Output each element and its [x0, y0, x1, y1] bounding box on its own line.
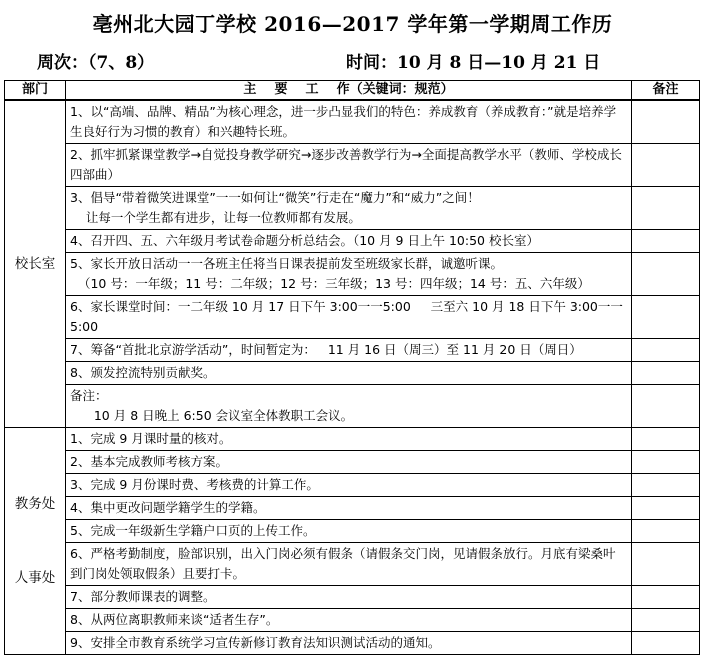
note-cell: [632, 451, 700, 474]
work-item: 3、完成 9 月份课时费、考核费的计算工作。: [66, 474, 632, 497]
work-calendar-table: [4, 80, 700, 655]
table-row: [5, 497, 700, 520]
work-item: 8、从两位离职教师来谈“适者生存”。: [66, 609, 632, 632]
note-cell: [632, 253, 700, 296]
department-cell: 校长室: [5, 100, 66, 428]
note-cell: [632, 497, 700, 520]
table-row: [5, 586, 700, 609]
note-cell: [632, 609, 700, 632]
table-row: [5, 100, 700, 144]
note-cell: [632, 543, 700, 586]
table-row: [5, 362, 700, 385]
table-row: [5, 632, 700, 655]
header-dept: 部门: [5, 81, 66, 101]
table-row: [5, 187, 700, 230]
work-item: 9、安排全市教育系统学习宣传新修订教育法知识测试活动的通知。: [66, 632, 632, 655]
work-item: 1、以“高端、品牌、精品”为核心理念，进一步凸显我们的特色：养成教育（养成教育：”就是培养学生良好行为习惯的教育）和兴趣特长班。: [66, 100, 632, 144]
table-row: [5, 428, 700, 451]
table-row: [5, 253, 700, 296]
note-cell: [632, 230, 700, 253]
work-item: 3、倡导“带着微笑进课堂”一一如何让“微笑”行走在“魔力”和“威力”之间！ 让每一个学生都有进步，让每一位教师都有发展。: [66, 187, 632, 230]
department-cell: [5, 428, 66, 655]
work-item: 5、完成一年级新生学籍户口页的上传工作。: [66, 520, 632, 543]
work-item: 6、家长课堂时间：一二年级 10 月 17 日下午 3:00一一5:00 三至六 10 月 18 日下午 3:00一一5:00: [66, 296, 632, 339]
note-cell: [632, 296, 700, 339]
work-item: 8、颁发控流特别贡献奖。: [66, 362, 632, 385]
header-content: 主 要 工 作（关键词：规范）: [66, 81, 632, 101]
note-cell: [632, 339, 700, 362]
note-cell: [632, 100, 700, 144]
note-cell: [632, 632, 700, 655]
work-item: 备注： 10 月 8 日晚上 6:50 会议室全体教职工会议。: [66, 385, 632, 428]
table-row: [5, 385, 700, 428]
work-item: 2、抓牢抓紧课堂教学→自觉投身教学研究→逐步改善教学行为→全面提高教学水平（教师、学校成长四部曲）: [66, 144, 632, 187]
work-item: 5、家长开放日活动一一各班主任将当日课表提前发至班级家长群，诚邀听课。 （10 号：一年级；11 号：二年级；12 号：三年级；13 号：四年级；14 号：五、六年级）: [66, 253, 632, 296]
note-cell: [632, 474, 700, 497]
table-row: [5, 543, 700, 586]
header-row: [5, 81, 700, 101]
department-label: 教务处: [14, 496, 56, 512]
work-item: 2、基本完成教师考核方案。: [66, 451, 632, 474]
table-row: [5, 451, 700, 474]
week-label: 周次：（7、8）: [37, 53, 155, 73]
note-cell: [632, 428, 700, 451]
header-note: 备注: [632, 81, 700, 101]
table-row: [5, 296, 700, 339]
table-row: [5, 144, 700, 187]
table-row: [5, 339, 700, 362]
page-title: 亳州北大园丁学校 2016—2017 学年第一学期周工作历: [92, 12, 613, 36]
table-row: [5, 230, 700, 253]
work-item: 6、严格考勤制度，脸部识别，出入门岗必须有假条（请假条交门岗，见请假条放行。月底有梁桑叶到门岗处领取假条）且要打卡。: [66, 543, 632, 586]
note-cell: [632, 520, 700, 543]
table-row: [5, 520, 700, 543]
work-item: 7、部分教师课表的调整。: [66, 586, 632, 609]
department-label-stack: [9, 494, 61, 588]
note-cell: [632, 385, 700, 428]
table-row: [5, 474, 700, 497]
table-row: [5, 609, 700, 632]
note-cell: [632, 362, 700, 385]
time-range-label: 时间：10 月 8 日—10 月 21 日: [346, 53, 601, 73]
work-item: 7、筹备“首批北京游学活动”，时间暂定为： 11 月 16 日（周三）至 11 月 20 日（周日）: [66, 339, 632, 362]
note-cell: [632, 187, 700, 230]
work-item: 4、召开四、五、六年级月考试卷命题分析总结会。（10 月 9 日上午 10:50 校长室）: [66, 230, 632, 253]
work-item: 4、集中更改问题学籍学生的学籍。: [66, 497, 632, 520]
note-cell: [632, 144, 700, 187]
note-cell: [632, 586, 700, 609]
work-item: 1、完成 9 月课时量的核对。: [66, 428, 632, 451]
department-label: 人事处: [14, 570, 56, 586]
